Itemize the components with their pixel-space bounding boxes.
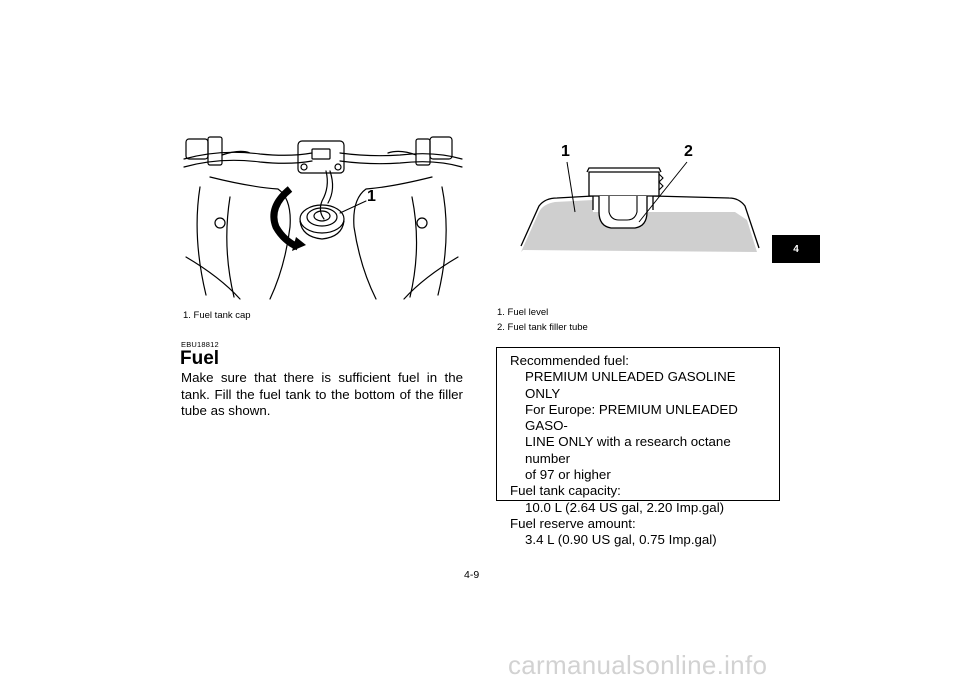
callout-number: 2 xyxy=(684,143,693,160)
page-number: 4-9 xyxy=(464,569,480,581)
section-body: Make sure that there is sufficient fuel in the tank. Fill the fuel tank to the bottom of the filler tube as shown. xyxy=(181,370,463,418)
spec-value: For Europe: PREMIUM UNLEADED GASO- xyxy=(525,401,738,434)
spec-label: Fuel tank capacity: xyxy=(510,483,621,499)
spec-value: LINE ONLY with a research octane number xyxy=(525,434,731,466)
callout-number: 1 xyxy=(561,143,570,160)
spec-value: of 97 or higher xyxy=(525,467,611,483)
caption-item: 2. Fuel tank filler tube xyxy=(497,322,588,333)
callout-number: 1 xyxy=(367,188,376,205)
fuel-tank-cap-illustration xyxy=(180,127,463,300)
caption-item: 1. Fuel tank cap xyxy=(183,310,251,321)
spec-label: Fuel reserve amount: xyxy=(510,515,636,531)
caption-item: 1. Fuel level xyxy=(497,307,549,318)
section-title: Fuel xyxy=(180,348,220,369)
spec-value: PREMIUM UNLEADED GASOLINE ONLY xyxy=(525,369,736,401)
watermark: carmanualsonline.info xyxy=(508,650,768,680)
figure-caption xyxy=(183,308,251,323)
figure-caption xyxy=(497,305,588,335)
spec-label: Recommended fuel: xyxy=(510,353,629,368)
fuel-level-diagram xyxy=(515,140,765,260)
section-code: EBU18812 xyxy=(181,340,219,349)
chapter-tab: 4 xyxy=(772,235,820,263)
fuel-spec-box xyxy=(496,347,780,548)
spec-value: 10.0 L (2.64 US gal, 2.20 Imp.gal) xyxy=(525,499,725,515)
spec-value: 3.4 L (0.90 US gal, 0.75 Imp.gal) xyxy=(525,532,717,548)
